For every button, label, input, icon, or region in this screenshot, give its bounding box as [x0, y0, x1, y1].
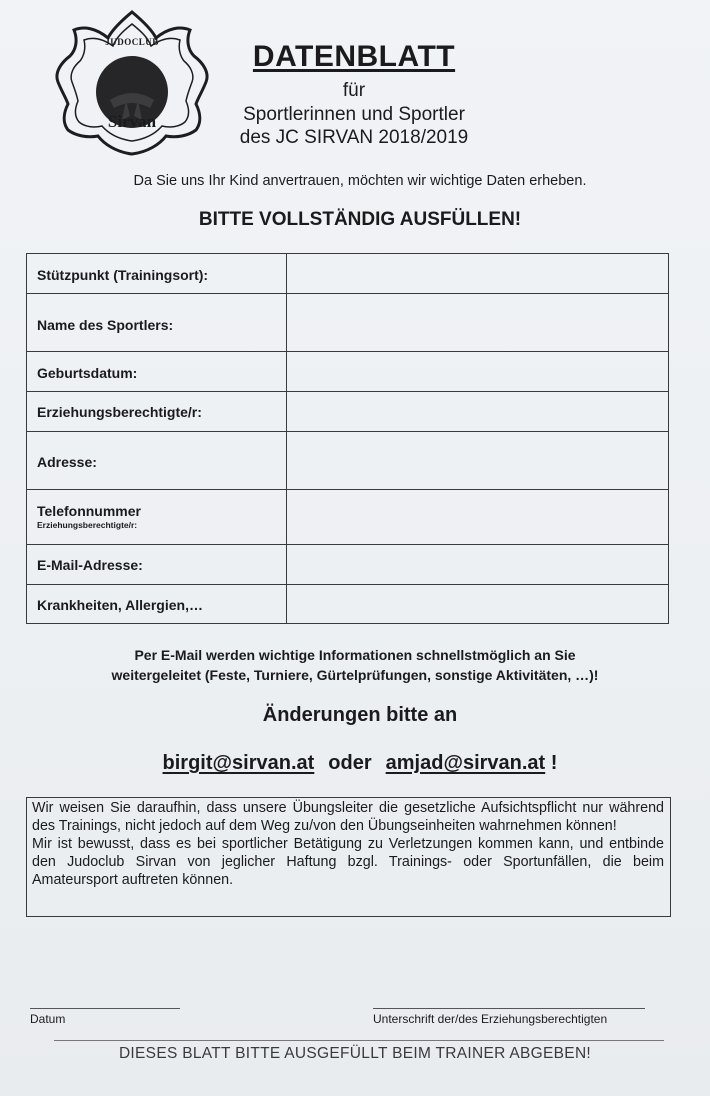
athlete-name-field[interactable]	[286, 294, 669, 351]
form-label: Geburtsdatum:	[37, 365, 138, 381]
form-row-email	[27, 545, 668, 585]
lotus-emblem-icon	[52, 8, 212, 158]
email-info-text	[40, 645, 670, 685]
date-signature-line[interactable]	[30, 1008, 180, 1009]
phone-field[interactable]	[286, 490, 669, 544]
form-label: Telefonnummer	[37, 503, 141, 519]
date-label: Datum	[30, 1012, 66, 1026]
form-row-address	[27, 432, 668, 490]
illnesses-field[interactable]	[286, 585, 669, 623]
disclaimer-paragraph-2: Mir ist bewusst, dass es bei sportlicher Betätigung zu Verletzungen kommen kann, und entbinde den Judoclub Sirvan von jeglicher Haftung bzgl. Trainings- oder Sportunfällen, die beim Amateursport auftreten können.	[32, 836, 664, 888]
form-label: Stützpunkt (Trainingsort):	[37, 267, 209, 283]
document-title: DATENBLATT	[252, 40, 456, 73]
email-separator: oder	[328, 752, 372, 774]
guardian-field[interactable]	[286, 392, 669, 431]
form-label: Erziehungsberechtigte/r:	[37, 404, 202, 420]
form-label: Name des Sportlers:	[37, 317, 174, 333]
form-row-birthdate	[27, 352, 668, 392]
club-logo	[52, 8, 212, 158]
email-field[interactable]	[286, 545, 669, 584]
fill-instruction: BITTE VOLLSTÄNDIG AUSFÜLLEN!	[198, 209, 522, 230]
logo-name-text: Sirvan	[107, 112, 157, 131]
liability-disclaimer	[26, 797, 671, 917]
contact-emails	[60, 752, 660, 775]
footer-notice: DIESES BLATT BITTE AUSGEFÜLLT BEIM TRAINER ABGEBEN!	[118, 1045, 592, 1062]
form-row-guardian	[27, 392, 668, 432]
changes-heading: Änderungen bitte an	[262, 704, 458, 726]
info-line-1: Per E-Mail werden wichtige Informationen schnellstmöglich an Sie	[134, 647, 576, 663]
intro-text: Da Sie uns Ihr Kind anvertrauen, möchten wir wichtige Daten erheben.	[133, 173, 587, 189]
form-row-illnesses	[27, 585, 668, 623]
data-form-table	[26, 253, 669, 624]
email-exclamation: !	[550, 752, 558, 774]
form-row-phone	[27, 490, 668, 545]
logo-club-text: JUDOCLUB	[105, 37, 159, 47]
training-location-field[interactable]	[286, 254, 669, 293]
guardian-signature-line[interactable]	[373, 1008, 645, 1009]
subtitle-line-3: des JC SIRVAN 2018/2019	[239, 127, 469, 148]
form-sublabel: Erziehungsberechtigte/r:	[37, 520, 138, 530]
birthdate-field[interactable]	[286, 352, 669, 391]
email-link-birgit[interactable]: birgit@sirvan.at	[162, 752, 315, 774]
form-row-athlete-name	[27, 294, 668, 352]
subtitle-line-1: für	[342, 80, 366, 101]
info-line-2: weitergeleitet (Feste, Turniere, Gürtelprüfungen, sonstige Aktivitäten, …)!	[111, 667, 599, 683]
subtitle-line-2: Sportlerinnen und Sportler	[243, 104, 465, 125]
email-link-amjad[interactable]: amjad@sirvan.at	[385, 752, 546, 774]
address-field[interactable]	[286, 432, 669, 489]
form-label: Adresse:	[37, 454, 97, 470]
form-label: Krankheiten, Allergien,…	[37, 597, 203, 613]
form-row-training-location	[27, 254, 668, 294]
disclaimer-paragraph-1: Wir weisen Sie daraufhin, dass unsere Übungsleiter die gesetzliche Aufsichtspflicht nur während des Trainings, nicht jedoch auf dem Weg zu/von den Übungseinheiten wahrnehmen können!	[32, 800, 664, 834]
guardian-signature-label: Unterschrift der/des Erziehungsberechtigten	[373, 1012, 608, 1026]
footer-divider	[54, 1040, 664, 1041]
form-label: E-Mail-Adresse:	[37, 557, 143, 573]
